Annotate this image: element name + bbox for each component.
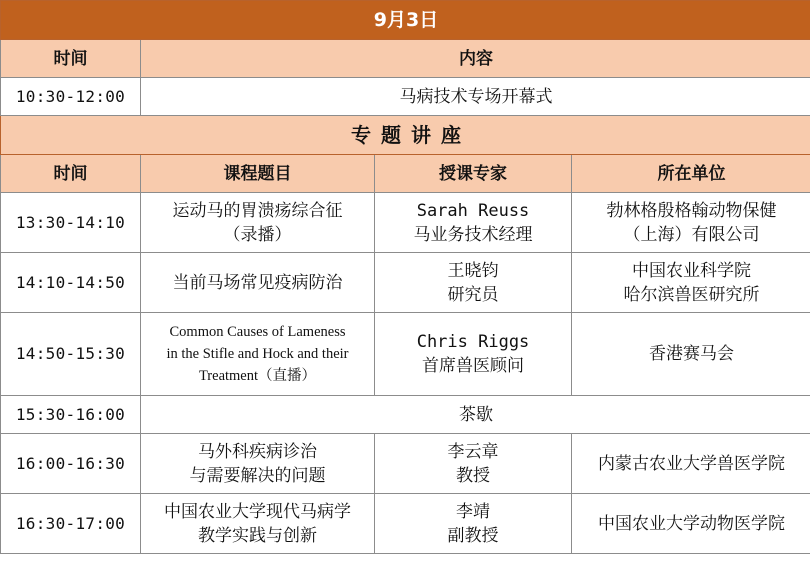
row-expert <box>375 193 572 253</box>
row-time: 13:30-14:10 <box>1 193 141 253</box>
table-row <box>1 494 810 554</box>
topic-header: 课程题目 <box>141 155 375 193</box>
topic-line: 中国农业大学现代马病学 <box>164 501 351 522</box>
section-title-row <box>1 116 810 155</box>
row-topic <box>141 434 375 494</box>
row-unit <box>572 313 810 396</box>
topic-line: Common Causes of Lameness <box>169 324 346 340</box>
row-time: 16:00-16:30 <box>1 434 141 494</box>
unit-line: 香港赛马会 <box>649 344 734 364</box>
table-row <box>1 193 810 253</box>
topic-line: 当前马场常见疫病防治 <box>172 272 343 293</box>
expert-title: 教授 <box>456 465 490 486</box>
row-unit <box>572 434 810 494</box>
unit-header: 所在单位 <box>572 155 810 193</box>
row-topic <box>141 193 375 253</box>
topic-line: Treatment（直播） <box>198 368 317 384</box>
unit-line: 勃林格殷格翰动物保健 <box>606 200 777 221</box>
topic-line: 运动马的胃溃疡综合征 <box>172 200 343 221</box>
row-expert <box>375 434 572 494</box>
row-topic <box>141 253 375 313</box>
expert-name: 李云章 <box>447 441 499 462</box>
opening-time-header: 时间 <box>1 40 141 78</box>
row-time: 16:30-17:00 <box>1 494 141 554</box>
table-row <box>1 434 810 494</box>
opening-time: 10:30-12:00 <box>1 78 141 116</box>
topic-line: 马外科疾病诊治 <box>198 441 317 462</box>
row-expert <box>375 494 572 554</box>
row-time: 14:10-14:50 <box>1 253 141 313</box>
section-title: 专题讲座 <box>1 116 810 155</box>
time-header: 时间 <box>1 155 141 193</box>
unit-line: 内蒙古农业大学兽医学院 <box>598 453 785 474</box>
lecture-header-row <box>1 155 810 193</box>
opening-content: 马病技术专场开幕式 <box>141 78 810 116</box>
expert-title: 副教授 <box>447 525 499 546</box>
table-row <box>1 313 810 396</box>
row-time: 14:50-15:30 <box>1 313 141 396</box>
row-unit <box>572 193 810 253</box>
row-expert <box>375 313 572 396</box>
expert-title: 首席兽医顾问 <box>422 356 524 376</box>
opening-header-row <box>1 40 810 78</box>
row-topic <box>141 313 375 396</box>
topic-line: （录播） <box>223 224 292 245</box>
expert-name: Sarah Reuss <box>416 200 530 221</box>
expert-name: 王晓钧 <box>447 260 499 281</box>
expert-title: 研究员 <box>447 284 499 305</box>
unit-line: 中国农业大学动物医学院 <box>598 513 785 534</box>
expert-name: Chris Riggs <box>416 332 530 352</box>
expert-title: 马业务技术经理 <box>413 224 533 245</box>
opening-content-header: 内容 <box>141 40 810 78</box>
row-unit <box>572 253 810 313</box>
date-title: 9月3日 <box>1 1 810 40</box>
unit-line: （上海）有限公司 <box>623 224 760 245</box>
expert-header: 授课专家 <box>375 155 572 193</box>
expert-name: 李靖 <box>456 501 490 522</box>
unit-line: 哈尔滨兽医研究所 <box>623 284 760 305</box>
table-row <box>1 253 810 313</box>
topic-line: 与需要解决的问题 <box>189 465 326 486</box>
topic-line: 教学实践与创新 <box>198 525 317 546</box>
row-expert <box>375 253 572 313</box>
table-row <box>1 396 810 434</box>
opening-row <box>1 78 810 116</box>
date-title-row <box>1 1 810 40</box>
row-unit <box>572 494 810 554</box>
topic-line: in the Stifle and Hock and their <box>166 346 349 362</box>
row-time: 15:30-16:00 <box>1 396 141 434</box>
unit-line: 中国农业科学院 <box>632 260 751 281</box>
break-label: 茶歇 <box>141 396 810 434</box>
row-topic <box>141 494 375 554</box>
